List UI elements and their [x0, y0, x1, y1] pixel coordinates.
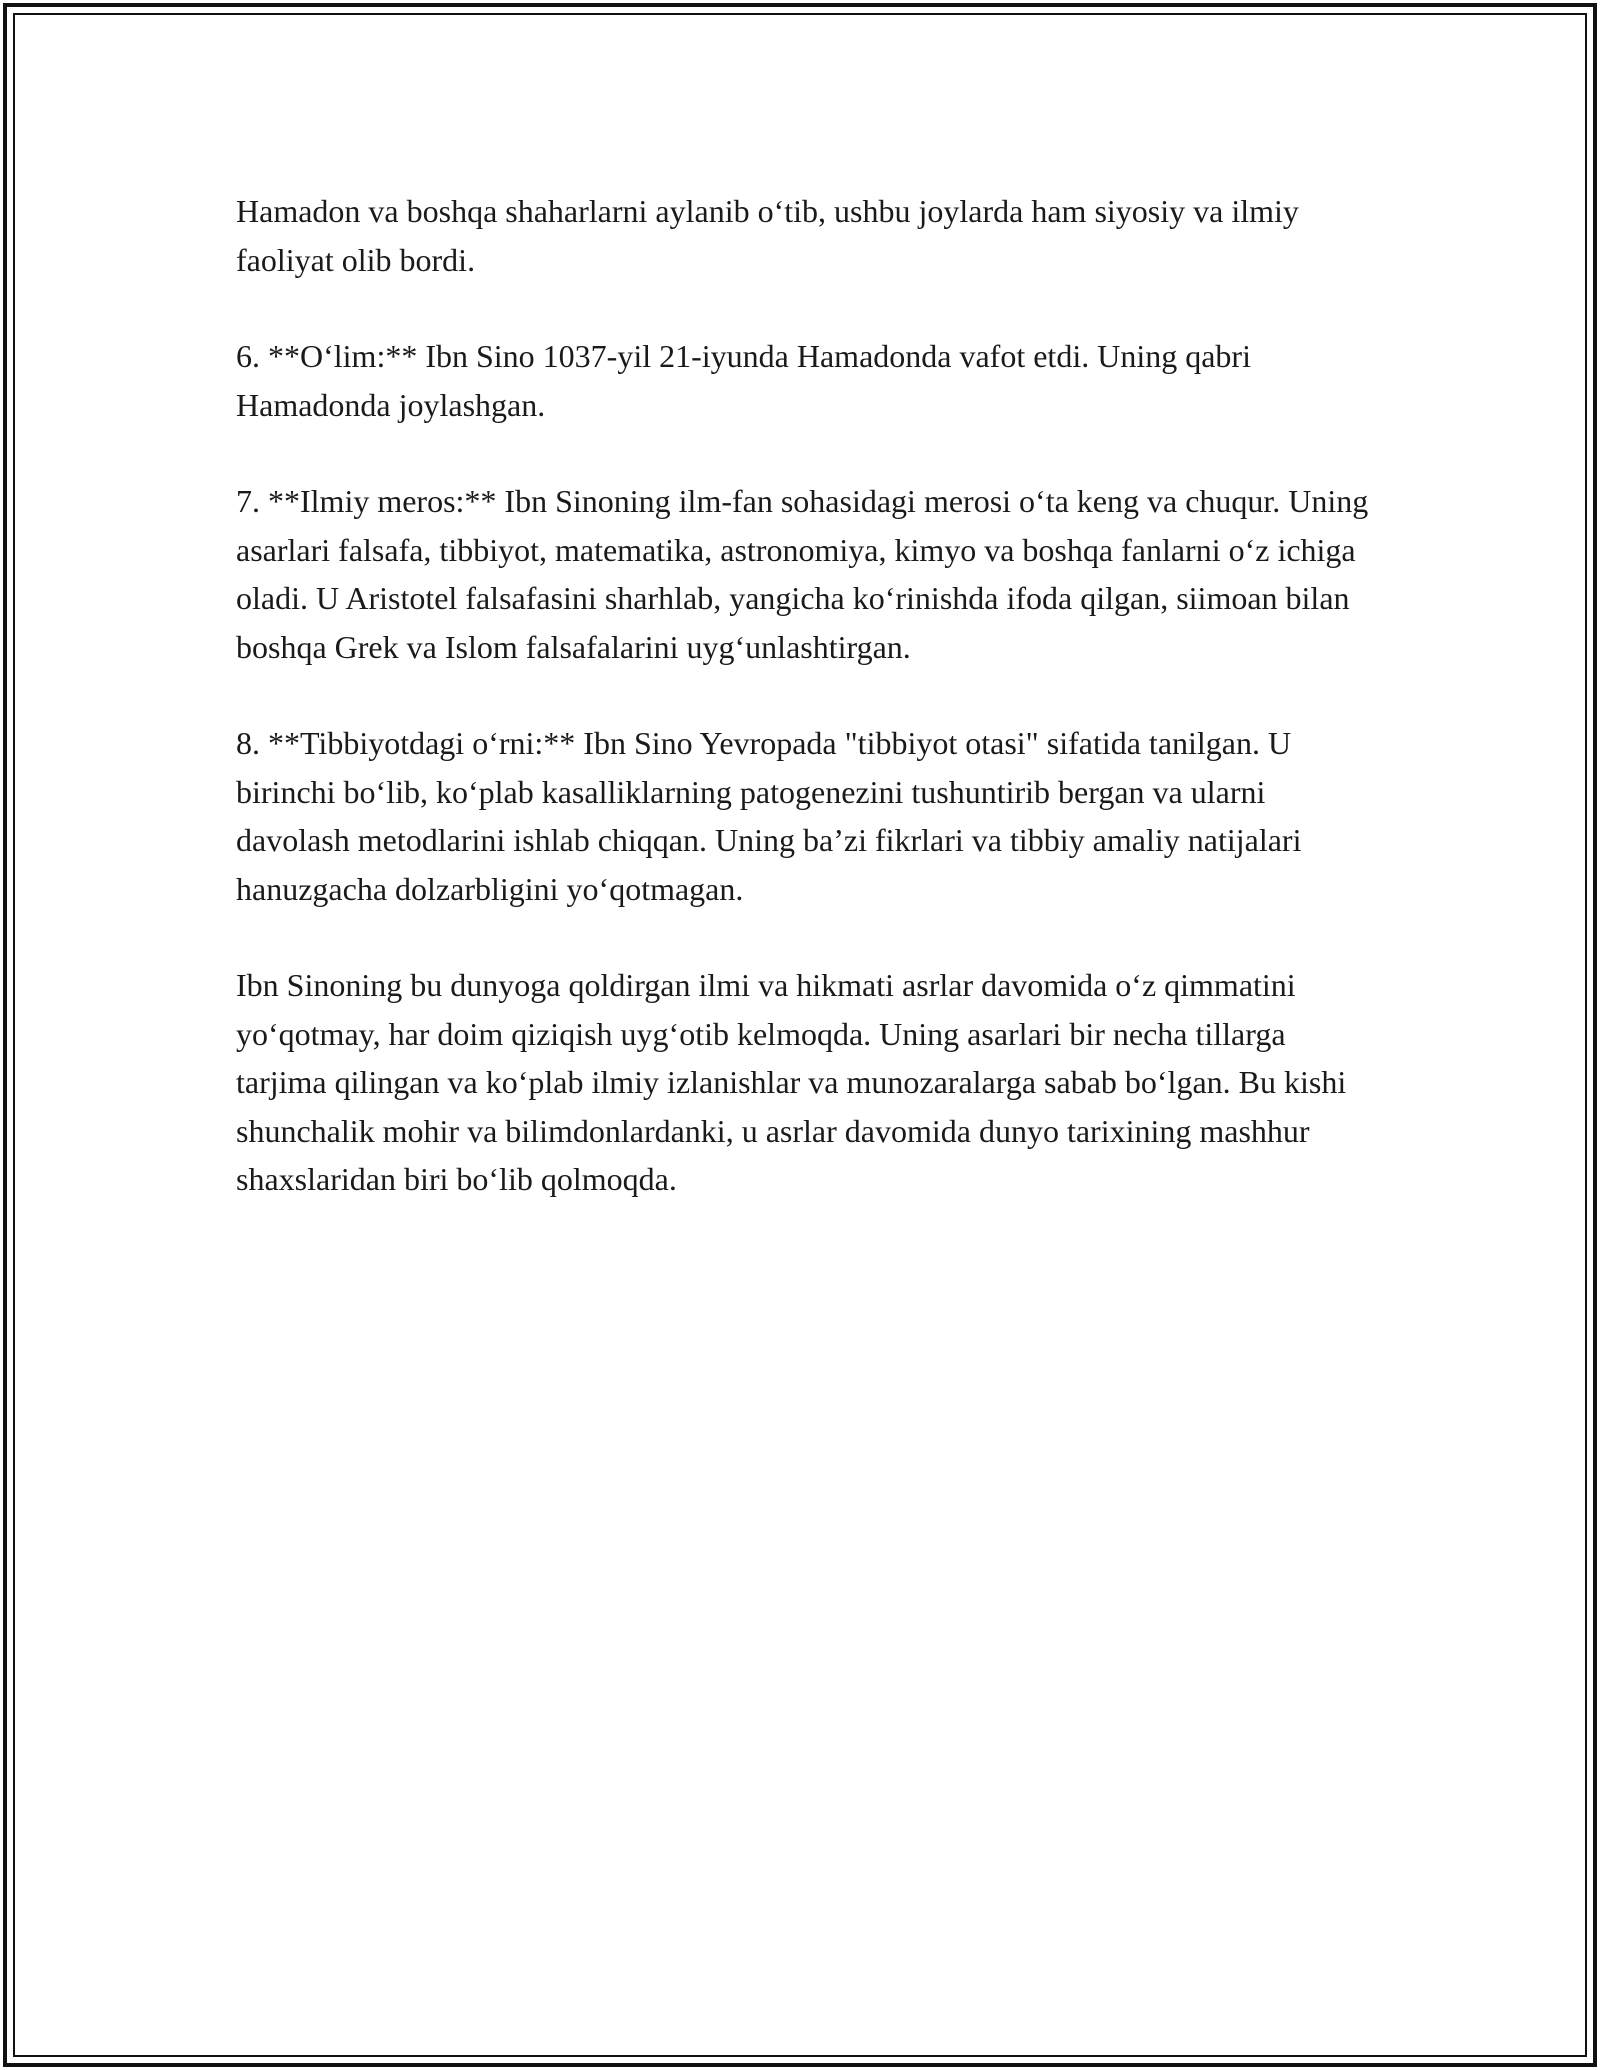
paragraph-scientific-legacy: 7. **Ilmiy meros:** Ibn Sinoning ilm-fan sohasidagi merosi o‘ta keng va chuqur. Uning asarlari falsafa, tibbiyot, matematika, astronomiya, kimyo va boshqa fanlarni o‘z ichiga oladi. U Aristotel falsafasini sharhlab, yangicha ko‘rinishda ifoda qilgan, siimoan bilan boshqa Grek va Islom falsafalarini uyg‘unlashtirgan. [236, 483, 1369, 665]
paragraph-death: 6. **O‘lim:** Ibn Sino 1037-yil 21-iyunda Hamadonda vafot etdi. Uning qabri Hamadonda joylashgan. [236, 338, 1251, 423]
paragraph-conclusion: Ibn Sinoning bu dunyoga qoldirgan ilmi va hikmati asrlar davomida o‘z qimmatini yo‘qotmay, har doim qiziqish uyg‘otib kelmoqda. Uning asarlari bir necha tillarga tarjima qilingan va ko‘plab ilmiy izlanishlar va munozaralarga sabab bo‘lgan. Bu kishi shunchalik mohir va bilimdonlardanki, u asrlar davomida dunyo tarixining mashhur shaxslaridan biri bo‘lib qolmoqda. [236, 967, 1347, 1197]
document-body [236, 187, 1376, 1252]
paragraph-role-in-medicine: 8. **Tibbiyotdagi o‘rni:** Ibn Sino Yevropada "tibbiyot otasi" sifatida tanilgan. U birinchi bo‘lib, ko‘plab kasalliklarning patogenezini tushuntirib bergan va ularni davolash metodlarini ishlab chiqqan. Uning ba’zi fikrlari va tibbiy amaliy natijalari hanuzgacha dolzarbligini yo‘qotmagan. [236, 725, 1302, 907]
paragraph-continuation: Hamadon va boshqa shaharlarni aylanib o‘tib, ushbu joylarda ham siyosiy va ilmiy faoliyat olib bordi. [236, 193, 1299, 278]
